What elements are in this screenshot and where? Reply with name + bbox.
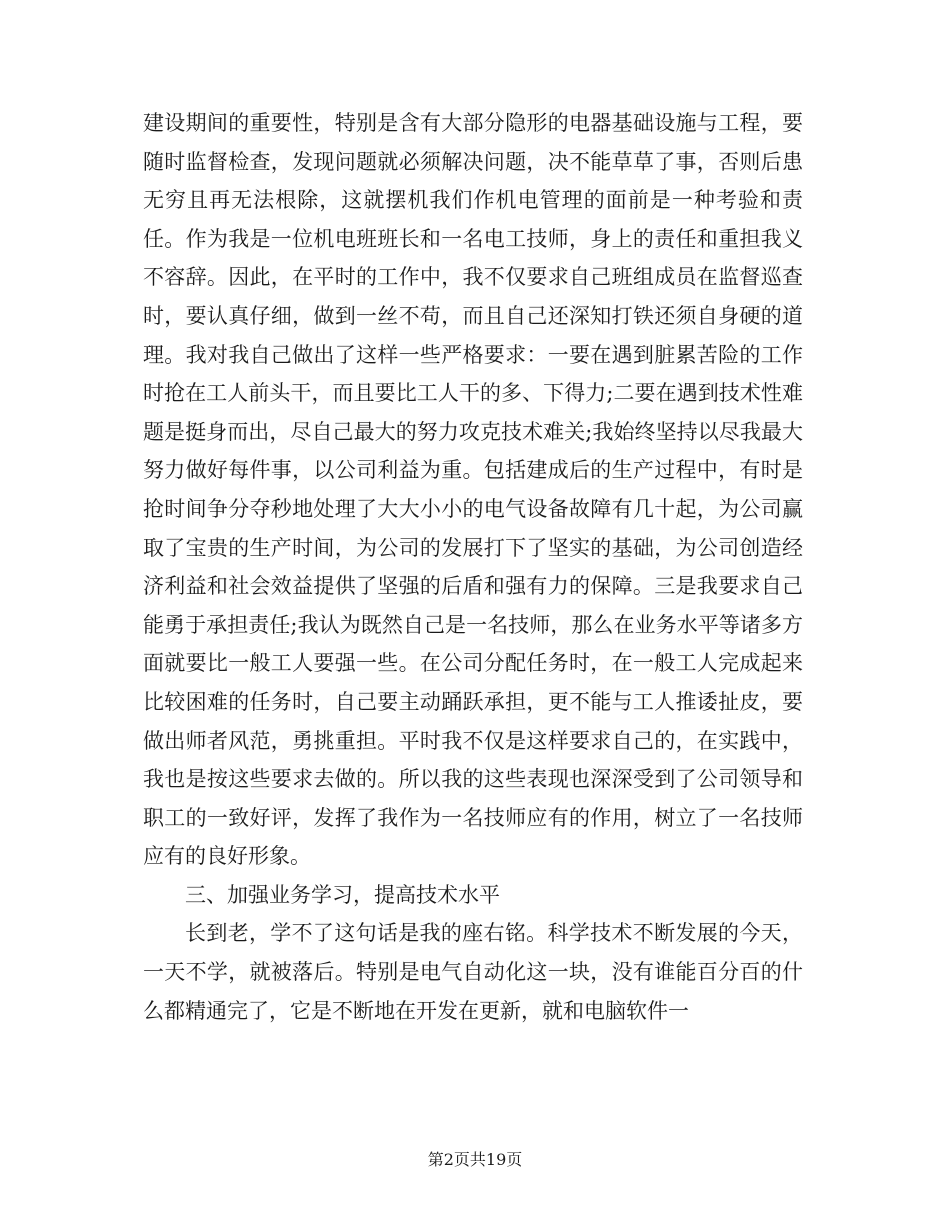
document-page	[143, 104, 803, 1030]
body-paragraph: 建设期间的重要性，特别是含有大部分隐形的电器基础设施与工程，要随时监督检查，发现问题就必须解决问题，决不能草草了事，否则后患无穷且再无法根除，这就摆机我们作机电管理的面前是一种考验和责任。作为我是一位机电班班长和一名电工技师，身上的责任和重担我义不容辞。因此，在平时的工作中，我不仅要求自己班组成员在监督巡查时，要认真仔细，做到一丝不苟，而且自己还深知打铁还须自身硬的道理。我对我自己做出了这样一些严格要求：一要在遇到脏累苦险的工作时抢在工人前头干，而且要比工人干的多、下得力;二要在遇到技术性难题是挺身而出，尽自己最大的努力攻克技术难关;我始终坚持以尽我最大努力做好每件事，以公司利益为重。包括建成后的生产过程中，有时是抢时间争分夺秒地处理了大大小小的电气设备故障有几十起，为公司赢取了宝贵的生产时间，为公司的发展打下了坚实的基础，为公司创造经济利益和社会效益提供了坚强的后盾和强有力的保障。三是我要求自己能勇于承担责任;我认为既然自己是一名技师，那么在业务水平等诸多方面就要比一般工人要强一些。在公司分配任务时，在一般工人完成起来比较困难的任务时，自己要主动踊跃承担，更不能与工人推诿扯皮，要做出师者风范，勇挑重担。平时我不仅是这样要求自己的，在实践中，我也是按这些要求去做的。所以我的这些表现也深深受到了公司领导和职工的一致好评，发挥了我作为一名技师应有的作用，树立了一名技师应有的良好形象。	[143, 111, 803, 869]
page-number-footer: 第2页共19页	[427, 1150, 523, 1169]
section-heading: 三、加强业务学习，提高技术水平	[185, 882, 500, 907]
body-paragraph-continued: 长到老，学不了这句话是我的座右铭。科学技术不断发展的今天，一天不学，就被落后。特别是电气自动化这一块，没有谁能百分百的什么都精通完了，它是不断地在开发在更新，就和电脑软件一	[143, 921, 803, 1023]
